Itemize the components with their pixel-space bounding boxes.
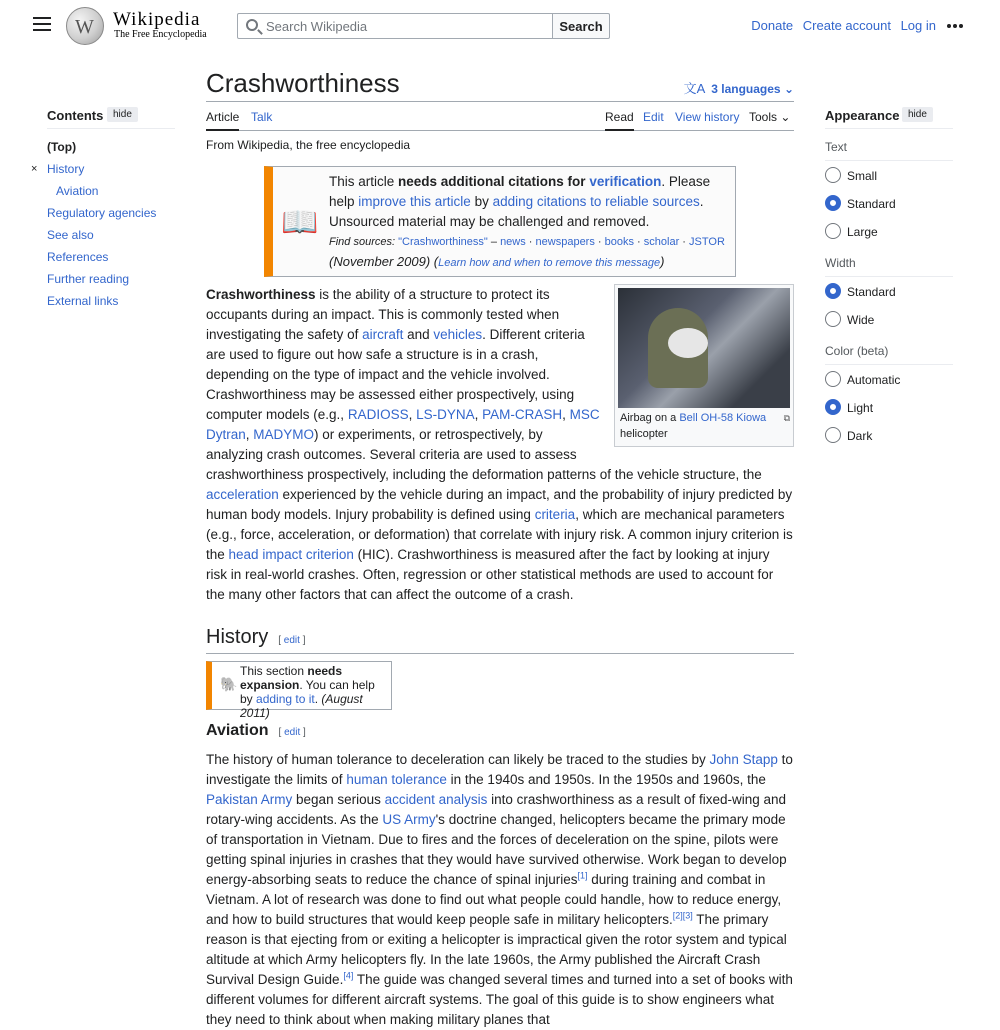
table-of-contents bbox=[31, 105, 175, 312]
main-content bbox=[206, 64, 794, 1027]
tab-read[interactable]: Read bbox=[605, 110, 634, 131]
expansion-notice bbox=[206, 661, 392, 720]
tab-talk[interactable]: Talk bbox=[251, 110, 273, 124]
toc-item-further-reading[interactable] bbox=[47, 268, 175, 290]
toc-item-top[interactable] bbox=[47, 136, 175, 158]
toc-item-history[interactable] bbox=[31, 158, 175, 180]
citation-ref[interactable]: [2] bbox=[672, 910, 683, 921]
inline-link[interactable]: aircraft bbox=[362, 327, 404, 342]
inline-link[interactable]: acceleration bbox=[206, 487, 279, 502]
search-button[interactable]: Search bbox=[552, 13, 610, 39]
enlarge-icon[interactable]: ⧉ bbox=[783, 413, 790, 423]
text-run: 's doctrine changed, helicopters became the primary mode of transportation in Vietnam. Due to fires and the forces of deceleration on the spine, pilots were getting spinal injuries in crashes that they would have survived otherwise. Work began to develop energy-absorbing seats to reduce the chance of spinal injuries bbox=[206, 812, 787, 887]
inline-link[interactable]: vehicles bbox=[433, 327, 483, 342]
width-option-label: Wide bbox=[847, 313, 875, 327]
history-heading-text: History bbox=[206, 626, 269, 648]
text-run: The primary reason is that ejecting from or exiting a helicopter is impractical given the rotor system and typical altitude at which Army helicopters fly. In the late 1960s, the Army published the Aircraft Crash Survival Design Guide. bbox=[206, 912, 787, 987]
edit-aviation-link[interactable]: edit bbox=[284, 727, 301, 738]
aviation-heading-text: Aviation bbox=[206, 722, 269, 739]
wikipedia-tagline: The Free Encyclopedia bbox=[114, 29, 207, 40]
search-icon bbox=[246, 19, 258, 31]
inline-link[interactable]: head impact criterion bbox=[228, 547, 354, 562]
color-option-automatic[interactable] bbox=[825, 365, 953, 393]
toc-item-label: References bbox=[47, 250, 109, 264]
text-size-option-label: Large bbox=[847, 225, 878, 239]
inline-link[interactable]: LS-DYNA bbox=[416, 407, 475, 422]
inline-link[interactable]: John Stapp bbox=[709, 752, 778, 767]
toc-item-external-links[interactable] bbox=[47, 290, 175, 312]
history-heading: History [ edit ] bbox=[206, 626, 794, 654]
expand-bold: needs expansion bbox=[240, 664, 343, 692]
color-option-label: Dark bbox=[847, 429, 873, 443]
verification-link[interactable]: verification bbox=[589, 174, 662, 189]
adding-citations-link[interactable]: adding citations to reliable sources bbox=[492, 194, 700, 209]
text-run: into crashworthiness as a result of fixed-wing and rotary-wing accidents. As the bbox=[206, 792, 787, 827]
find-sources: Find sources: "Crashworthiness" – news · newspapers · books · scholar · JSTOR bbox=[329, 236, 725, 248]
toc-item-label: (Top) bbox=[47, 140, 77, 154]
tab-article[interactable]: Article bbox=[206, 110, 239, 131]
chevron-down-icon: ⌄ bbox=[783, 82, 794, 96]
width-option-label: Standard bbox=[847, 285, 896, 299]
toc-item-label: External links bbox=[47, 294, 119, 308]
toc-item-label: Further reading bbox=[47, 272, 130, 286]
learn-remove-link[interactable]: Learn how and when to remove this message bbox=[438, 257, 661, 269]
toc-item-label: Aviation bbox=[56, 184, 99, 198]
toc-list bbox=[31, 136, 175, 312]
text-run: , bbox=[408, 407, 417, 422]
create-account-link[interactable]: Create account bbox=[802, 18, 891, 33]
airbag-image[interactable] bbox=[618, 288, 790, 408]
text-run: , bbox=[562, 407, 570, 422]
color-radio[interactable] bbox=[825, 399, 841, 415]
notice-date: (November 2009) bbox=[329, 254, 431, 269]
inline-link[interactable]: human tolerance bbox=[346, 772, 447, 787]
color-option-dark[interactable] bbox=[825, 421, 953, 449]
inline-link[interactable]: US Army bbox=[382, 812, 436, 827]
toc-hide-button[interactable]: hide bbox=[107, 107, 138, 122]
text-size-option-large[interactable] bbox=[825, 217, 953, 245]
inline-link[interactable]: criteria bbox=[534, 507, 576, 522]
main-menu-button[interactable] bbox=[33, 17, 51, 33]
color-radio[interactable] bbox=[825, 427, 841, 443]
expand-text: This section bbox=[240, 664, 308, 678]
jstor-link[interactable]: JSTOR bbox=[689, 236, 725, 248]
inline-link[interactable]: MSC Dytran bbox=[206, 407, 600, 442]
color-option-label: Automatic bbox=[847, 373, 901, 387]
notice-bold: needs additional citations for bbox=[398, 174, 590, 189]
inline-link[interactable]: MADYMO bbox=[253, 427, 315, 442]
wikipedia-wordmark[interactable]: Wikipedia bbox=[113, 9, 201, 30]
adding-to-it-link[interactable]: adding to it bbox=[256, 692, 315, 706]
scholar-link[interactable]: scholar bbox=[643, 236, 680, 248]
text-run: began serious bbox=[292, 792, 385, 807]
text-size-radio[interactable] bbox=[825, 195, 841, 211]
text-run: , which are mechanical parameters (e.g., force, acceleration, or deformation) that correlate with injury risk. A common injury criterion is the bbox=[206, 507, 793, 562]
news-link[interactable]: news bbox=[500, 236, 526, 248]
text-size-option-standard[interactable] bbox=[825, 189, 953, 217]
books-link[interactable]: books bbox=[604, 236, 634, 248]
page-title: Crashworthiness bbox=[206, 68, 400, 98]
tagline: From Wikipedia, the free encyclopedia bbox=[206, 138, 411, 152]
intro-paragraph bbox=[206, 285, 794, 605]
width-label: Width bbox=[825, 249, 953, 277]
tools-menu[interactable] bbox=[749, 110, 790, 131]
inline-link[interactable]: accident analysis bbox=[384, 792, 488, 807]
tab-view-history[interactable]: View history bbox=[675, 110, 740, 124]
caption-text: Airbag on a bbox=[620, 412, 680, 424]
citation-notice: 📖 This article needs additional citations for verification. Please help improve this article by adding citations to reliable sources. Unsourced material may be challenged and removed. Find sources: "Crashworthiness" – news · newspapers · books · scholar · JSTOR (November 2009) (Learn how and when to remove this message) bbox=[264, 166, 736, 277]
find-query-link[interactable]: "Crashworthiness" bbox=[398, 236, 488, 248]
citation-ref[interactable]: [3] bbox=[682, 910, 693, 921]
tools-label: Tools bbox=[749, 110, 778, 124]
wikipedia-globe-logo[interactable]: W bbox=[66, 7, 104, 45]
color-label: Color (beta) bbox=[825, 337, 953, 365]
text-run: experienced by the vehicle during an impact, and the probability of injury predicted by human body models. Injury probability is defined using bbox=[206, 487, 793, 522]
text-size-label: Text bbox=[825, 133, 953, 161]
toc-item-see-also[interactable] bbox=[47, 224, 175, 246]
thumbnail-caption bbox=[618, 408, 790, 444]
appearance-panel bbox=[825, 105, 953, 449]
edit-history-link[interactable]: edit bbox=[283, 635, 300, 646]
toc-title: Contents bbox=[47, 108, 104, 123]
width-radio[interactable] bbox=[825, 311, 841, 327]
text-run: The guide was changed several times and turned into a set of books with different volumes for different aircraft systems. The goal of this guide is to show engineers what they need to think about when making military planes that bbox=[206, 972, 793, 1027]
appearance-hide-button[interactable]: hide bbox=[902, 107, 933, 122]
thumbnail bbox=[614, 284, 794, 447]
chevron-down-icon: ⌄ bbox=[780, 110, 791, 124]
expand-icon: 🐘 bbox=[220, 676, 238, 692]
user-links bbox=[745, 18, 936, 33]
text-size-radio[interactable] bbox=[825, 223, 841, 239]
book-icon: 📖 bbox=[281, 206, 319, 239]
expand-text: . You can help by bbox=[240, 678, 375, 706]
expand-text: . bbox=[314, 692, 322, 706]
login-link[interactable]: Log in bbox=[900, 18, 936, 33]
search-input[interactable] bbox=[266, 17, 546, 35]
width-option-wide[interactable] bbox=[825, 305, 953, 333]
text-size-radio[interactable] bbox=[825, 167, 841, 183]
width-option-standard[interactable] bbox=[825, 277, 953, 305]
donate-link[interactable]: Donate bbox=[751, 18, 794, 33]
inline-link[interactable]: RADIOSS bbox=[347, 407, 409, 422]
toc-item-references[interactable] bbox=[47, 246, 175, 268]
tab-edit[interactable]: Edit bbox=[643, 110, 664, 124]
text-run: is the ability of a structure to protect its occupants during an impact. This is commonly tested when investigating the safety of bbox=[206, 287, 560, 342]
text-run: ) or experiments, or retrospectively, by analyzing crash outcomes. Several criteria are used to assess crashworthiness prospectively, including the deformation patterns of the vehicle structure, the bbox=[206, 427, 762, 482]
site-header bbox=[0, 0, 1000, 52]
toc-item-aviation[interactable] bbox=[47, 180, 175, 202]
newspapers-link[interactable]: newspapers bbox=[535, 236, 595, 248]
caption-text: helicopter bbox=[620, 428, 668, 440]
toc-item-label: See also bbox=[47, 228, 94, 242]
color-radio[interactable] bbox=[825, 371, 841, 387]
citation-ref[interactable]: [1] bbox=[577, 870, 588, 881]
text-run: in the 1940s and 1950s. In the 1950s and 1960s, the bbox=[446, 772, 766, 787]
color-option-label: Light bbox=[847, 401, 874, 415]
page-tabs bbox=[206, 101, 794, 131]
bold-term: Crashworthiness bbox=[206, 287, 316, 302]
color-option-light[interactable] bbox=[825, 393, 953, 421]
notice-text: This article bbox=[329, 174, 399, 189]
text-run: (HIC). Crashworthiness is measured after the fact by looking at injury risk in real-world crashes. Often, regression or other statistical methods are used to account for the many other factors that can affect the outcome of a crash. bbox=[206, 547, 774, 602]
notice-text: . Please help bbox=[329, 174, 711, 209]
toc-toggle-icon[interactable]: × bbox=[31, 163, 38, 175]
text-run: , bbox=[474, 407, 483, 422]
find-sources-label: Find sources: bbox=[329, 236, 396, 248]
aviation-heading: Aviation [ edit ] bbox=[206, 722, 306, 739]
text-size-option-small[interactable] bbox=[825, 161, 953, 189]
more-options-icon[interactable] bbox=[947, 24, 963, 28]
inline-link[interactable]: PAM-CRASH bbox=[482, 407, 563, 422]
expand-date: (August 2011) bbox=[240, 692, 363, 720]
improve-article-link[interactable]: improve this article bbox=[358, 194, 471, 209]
translate-icon: 文A bbox=[683, 81, 706, 96]
text-size-option-label: Small bbox=[847, 169, 878, 183]
aviation-paragraph bbox=[206, 750, 794, 1030]
text-run: The history of human tolerance to deceleration can likely be traced to the studies by bbox=[206, 752, 710, 767]
text-run: , bbox=[245, 427, 254, 442]
citation-ref[interactable]: [4] bbox=[343, 970, 354, 981]
toc-item-regulatory-agencies[interactable] bbox=[47, 202, 175, 224]
text-run: and bbox=[403, 327, 434, 342]
kiowa-link[interactable]: Bell OH-58 Kiowa bbox=[679, 412, 767, 424]
inline-link[interactable]: Pakistan Army bbox=[206, 792, 293, 807]
toc-item-label: Regulatory agencies bbox=[47, 206, 157, 220]
notice-text: by bbox=[470, 194, 493, 209]
appearance-title: Appearance bbox=[825, 108, 900, 123]
text-run: during training and combat in Vietnam. A lot of research was done to find out what people could handle, how to reduce energy, and how to build structures that would keep people safe in military helicopters. bbox=[206, 872, 782, 927]
language-count: 3 languages bbox=[711, 82, 781, 96]
text-size-option-label: Standard bbox=[847, 197, 896, 211]
width-radio[interactable] bbox=[825, 283, 841, 299]
language-button[interactable] bbox=[684, 78, 794, 97]
text-run: . Different criteria are used to figure out how safe a structure is in a crash, depending on the type of impact and the vehicle involved. Crashworthiness may be assessed either prospectively, using computer models (e.g., bbox=[206, 327, 585, 422]
text-run: to investigate the limits of bbox=[206, 752, 793, 787]
notice-text: . Unsourced material may be challenged and removed. bbox=[329, 194, 704, 229]
toc-item-label: History bbox=[47, 162, 85, 176]
search-box[interactable] bbox=[237, 13, 553, 39]
